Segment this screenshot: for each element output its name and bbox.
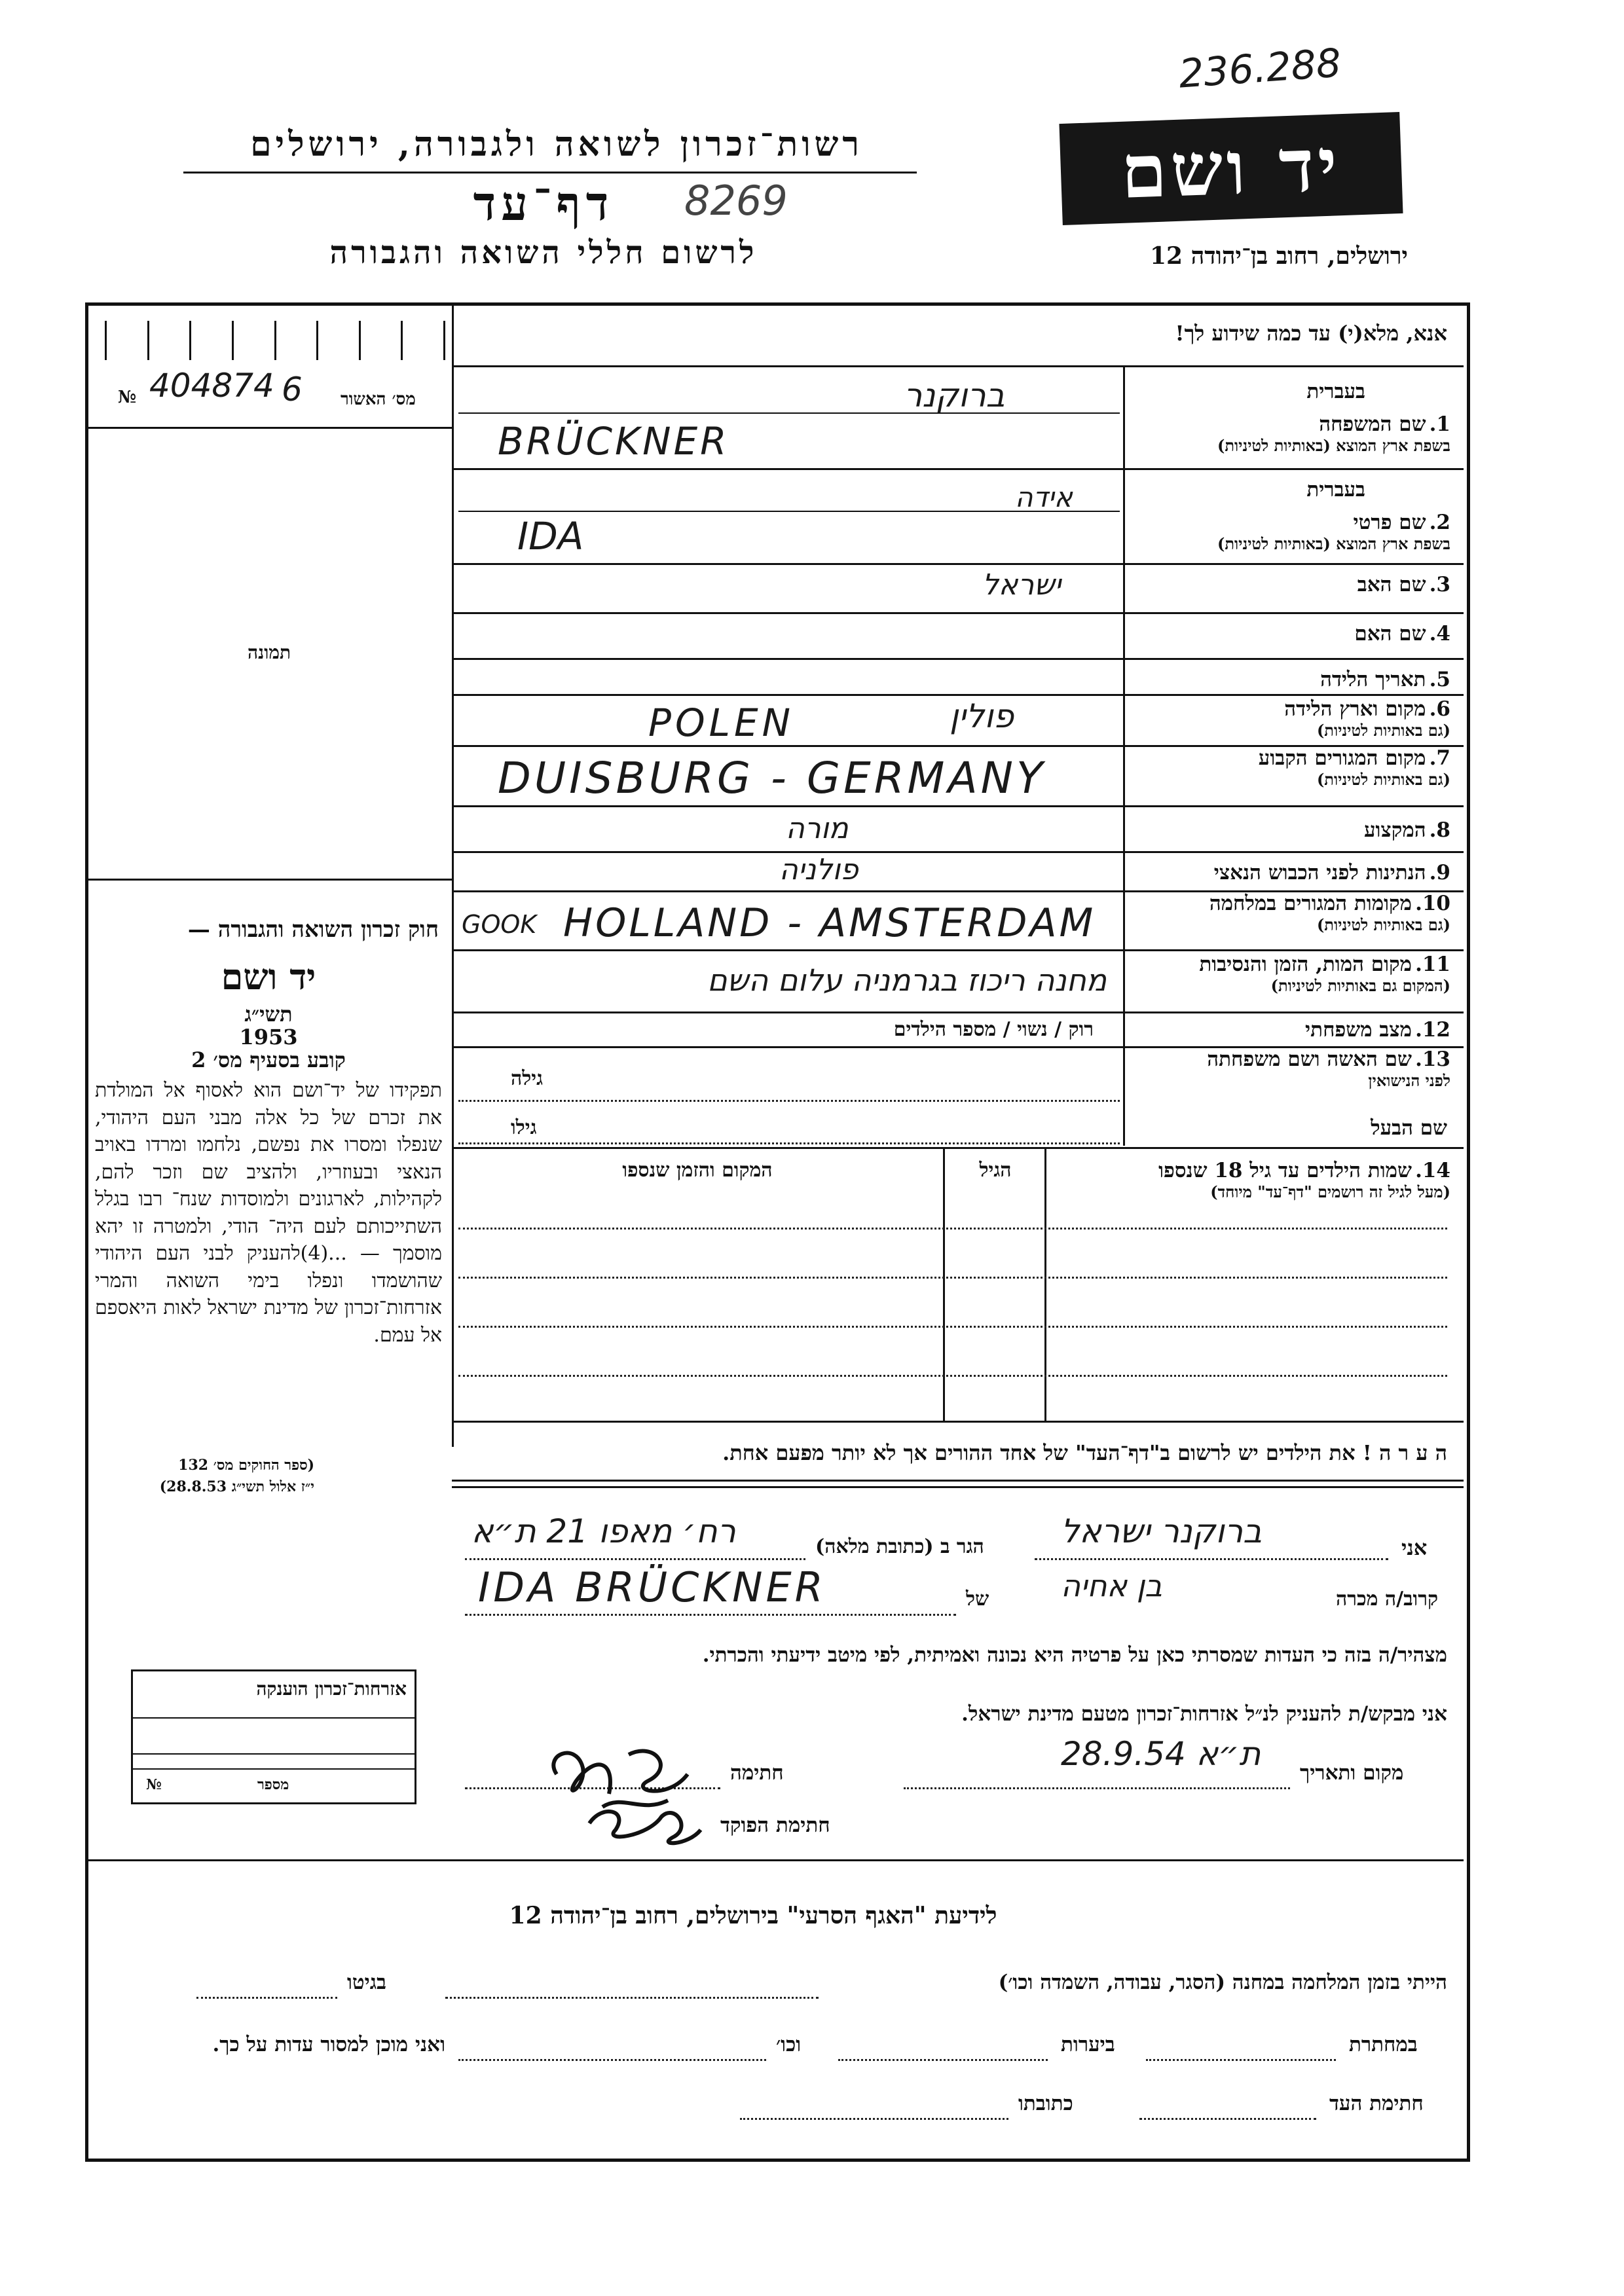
logo — [1059, 112, 1403, 225]
law-name: יד ושם — [221, 956, 316, 998]
field-1-sub: בשפת ארץ המוצא (באותיות לטיניות) — [1217, 436, 1450, 455]
no-label: № — [118, 388, 137, 407]
field-6-value: POLEN — [648, 701, 794, 745]
field-1-heb-tag: בעברית — [1306, 380, 1365, 403]
archive-line2-d: ואני מוכן למסור עדות על כך. — [212, 2033, 445, 2056]
field-8-num: 8. — [1429, 818, 1450, 842]
field-4-line — [452, 658, 1464, 660]
citizenship-line-2 — [133, 1753, 415, 1755]
note-line-2 — [452, 1486, 1464, 1488]
law-year-hebrew: תשי״ג — [244, 1002, 293, 1027]
field-6-value-heb: פולין — [950, 697, 1014, 735]
children-col-div-2 — [943, 1147, 945, 1421]
citizenship-no: № — [146, 1776, 162, 1793]
note-line — [452, 1480, 1464, 1482]
field-10-prefix: GOOK — [462, 910, 537, 939]
decl-name: ברוקנר ישראל — [1061, 1512, 1263, 1550]
left-divider — [452, 306, 454, 1447]
archive-line2-b: ביערות — [1061, 2033, 1115, 2056]
field-3-title: שם האב — [1357, 573, 1426, 596]
children-row-1 — [458, 1228, 1447, 1230]
form-serial: 8269 — [684, 177, 788, 225]
field-5-label — [1130, 668, 1450, 691]
archive-line3-dots-2 — [740, 2118, 1008, 2120]
field-10-label — [1130, 892, 1450, 935]
decl-address: רח׳ מאפו 21 ת״א — [471, 1512, 736, 1550]
note: ה ע ר ה ! את הילדים יש לרשום ב"דף־העד" של אחד ההורים אך לא יותר מפעם אחת. — [722, 1440, 1447, 1465]
field-2-heb-tag: בעברית — [1306, 478, 1365, 501]
field-8-line — [452, 851, 1464, 853]
field-10-title: מקומות המגורים במלחמה — [1209, 892, 1412, 915]
archive-number: 236.288 — [1177, 40, 1343, 98]
archive-line2-c: וכו׳ — [776, 2033, 802, 2056]
field-13-dots — [458, 1100, 1120, 1102]
archive-line2-dots-1 — [1146, 2059, 1336, 2061]
confirmation-prefix: 6 — [282, 371, 303, 409]
law-year: 1953 — [239, 1025, 298, 1049]
archive-top-line — [88, 1859, 1464, 1861]
field-3-value: ישראל — [982, 568, 1061, 602]
citizenship-number-label: מספר — [257, 1776, 289, 1793]
husband-line — [452, 1147, 1464, 1149]
decl-ani: אני — [1401, 1535, 1428, 1560]
children-bottom-line — [452, 1421, 1464, 1423]
law-text: תפקידו של יד־ושם הוא לאסוף אל המולדת את זכרם של כל אלה מבני העם היהודי, שנפלו ומסרו את נפשם, נלחמו ומרדו באויב הנאצי ובעוזריו, ולהציב שם וזכר להם, לקהילות, לארגונים ולמוסדות שנח־ רבו בגלל השתייכותם לעם היה־ הודי, ולמטרה זו יהא מוסמך — ...(4)להעניק לבני העם היהודי שהושמדו ונפלו בימי השואה והמרי אזרחות־זכרון של מדינת ישראל לאות היאספם אל עמם. — [95, 1079, 443, 1347]
field-9-label — [1130, 861, 1450, 884]
tick-boxes — [105, 321, 445, 360]
field-5-line — [452, 694, 1464, 696]
archive-line1-b: בגיטו — [347, 1971, 386, 1994]
field-11-title: מקום המות, הזמן והנסיבות — [1199, 953, 1412, 976]
decl-request: אני מבקש/ת להעניק לנ״ל אזרחות־זכרון מטעם מדינת ישראל. — [961, 1702, 1447, 1726]
field-2-label — [1130, 478, 1450, 554]
decl-name-dots — [1035, 1558, 1388, 1560]
field-12-num: 12. — [1415, 1018, 1450, 1042]
children-col-div-1 — [1044, 1147, 1046, 1421]
field-12-title: מצב משפחתי — [1305, 1018, 1412, 1042]
field-10-line — [452, 949, 1464, 951]
field-13-num: 13. — [1415, 1048, 1450, 1071]
field-11-label — [1130, 953, 1450, 996]
field-11-num: 11. — [1415, 953, 1450, 976]
field-14-title: שמות הילדים עד גיל 18 שנספו — [1158, 1159, 1412, 1182]
field-14-num: 14. — [1415, 1159, 1450, 1182]
field-2-num: 2. — [1429, 511, 1450, 534]
logo-text: יד ושם — [1119, 122, 1343, 215]
field-7-title: מקום המגורים הקבוע — [1258, 746, 1426, 770]
decl-relative-label: קרוב/ה מכרה — [1336, 1588, 1439, 1611]
field-9-title: הנתינות לפני הכבוש הנאצי — [1213, 861, 1426, 884]
label-divider — [1123, 367, 1125, 1146]
archive-line3-dots-1 — [1139, 2118, 1316, 2120]
archive-line3-b: כתובתו — [1018, 2092, 1073, 2115]
decl-place-dots — [904, 1787, 1290, 1789]
field-2-value-heb: אידה — [1015, 481, 1073, 513]
field-1-heb-line — [458, 412, 1120, 414]
archive-line1-a: הייתי בזמן המלחמה במחנה (הסגר, עבודה, השמדה וכו׳) — [998, 1971, 1447, 1994]
law-ref: (ספר החוקים מס׳ 132 — [178, 1457, 314, 1474]
field-1-label — [1130, 380, 1450, 456]
archive-line2-dots-2 — [838, 2059, 1048, 2061]
field-10-sub: (גם באותיות לטיניות) — [1316, 915, 1450, 934]
field-9-num: 9. — [1429, 861, 1450, 884]
decl-signature-label: חתימה — [730, 1761, 784, 1785]
field-1-num: 1. — [1429, 412, 1450, 436]
decl-resident-label: הגר ב (כתובת מלאה) — [815, 1535, 984, 1558]
field-8-label — [1130, 818, 1450, 842]
field-6-label — [1130, 697, 1450, 740]
field-8-title: המקצוע — [1364, 818, 1426, 842]
decl-of-label: של — [966, 1588, 989, 1611]
field-6-sub: (גם באותיות לטיניות) — [1316, 721, 1450, 740]
field-2-title: שם פרטי — [1353, 511, 1426, 534]
org-line: רשות־זכרון לשואה ולגבורה, ירושלים — [250, 124, 863, 164]
field-7-sub: (גם באותיות לטיניות) — [1316, 770, 1450, 789]
field-2-sub: בשפת ארץ המוצא (באותיות לטיניות) — [1217, 534, 1450, 553]
field-9-value: פולניה — [779, 853, 858, 886]
field-7-value: DUISBURG - GERMANY — [498, 753, 1046, 803]
decl-place-date-label: מקום ותאריך — [1300, 1761, 1404, 1785]
field-3-num: 3. — [1429, 573, 1450, 596]
field-14-label — [1048, 1159, 1450, 1202]
field-5-title: תאריך הלידה — [1320, 668, 1426, 691]
field-10-num: 10. — [1415, 892, 1450, 915]
field-1-title: שם המשפחה — [1319, 412, 1426, 436]
children-row-2 — [458, 1277, 1447, 1279]
field-2-heb-line — [458, 511, 1120, 512]
field-13-title: שם האשה ושם משפחתה — [1207, 1048, 1412, 1071]
children-row-3 — [458, 1326, 1447, 1328]
decl-statement: מצהיר/ה בזה כי העדות שמסרתי כאן על פרטיה היא נכונה ואמיתית, לפי מיטב ידיעתי והכרתי. — [702, 1643, 1447, 1667]
field-4-title: שם האם — [1354, 622, 1426, 646]
form-intro: אנא, מלא(י) עד כמה שידוע לך! — [1175, 321, 1447, 346]
decl-of-dots — [465, 1614, 956, 1616]
photo-bottom-line — [88, 879, 452, 881]
field-13-sub: לפני הנישואין — [1368, 1071, 1450, 1090]
field-5-num: 5. — [1429, 668, 1450, 691]
archive-line1-dots-2 — [196, 1997, 337, 1999]
field-11-value: מחנה ריכוז בגרמניה עלום השם — [707, 962, 1107, 998]
archive-title: לידיעת "האגף הסרעי" בירושלים, רחוב בן־יהודה 12 — [509, 1902, 997, 1929]
field-6-num: 6. — [1429, 697, 1450, 721]
decl-place-date-value: ת״א 28.9.54 — [1061, 1735, 1261, 1773]
law-section: קובע בסעיף מס׳ 2 — [191, 1048, 346, 1072]
field-12-value: רוק / נשוי / מספר הילדים — [893, 1018, 1094, 1041]
field-3-label — [1130, 573, 1450, 596]
husband-dots — [458, 1142, 1120, 1144]
field-11-sub: (המקום גם באותיות לטיניות) — [1270, 976, 1450, 995]
officer-signature — [576, 1791, 707, 1853]
intro-line — [452, 365, 1464, 367]
field-7-line — [452, 805, 1464, 807]
field-13-label — [1130, 1048, 1450, 1091]
photo-label: תמונה — [248, 642, 291, 663]
children-col-place: המקום והזמן שנספו — [622, 1159, 773, 1182]
archive-line3-a: חתימת העד — [1329, 2092, 1424, 2115]
confirmation-label: מס׳ האשור — [341, 390, 416, 409]
org-underline — [183, 172, 917, 173]
law-ref-date: י״ז אלול תשי״ג 28.8.53) — [159, 1478, 314, 1495]
field-2-value-lat: IDA — [517, 514, 584, 558]
husband-label: שם הבעל — [1371, 1116, 1447, 1140]
citizenship-box — [131, 1669, 416, 1804]
field-8-value: מורה — [786, 812, 849, 845]
citizenship-box-title: אזרחות־זכרון הוענקה — [256, 1678, 407, 1700]
decl-of-value: IDA BRÜCKNER — [478, 1563, 826, 1611]
field-13-age-tag: גילה — [511, 1067, 544, 1090]
field-7-label — [1130, 746, 1450, 790]
citizenship-line-3 — [133, 1768, 415, 1770]
form-title: דף־עד — [473, 175, 614, 231]
field-7-num: 7. — [1429, 746, 1450, 770]
field-14-sub: (מעל לגיל זה רושמים "דף־עד" מיוחד) — [1210, 1182, 1450, 1201]
children-row-4 — [458, 1375, 1447, 1377]
field-2-line — [452, 563, 1464, 565]
field-1-value-lat: BRÜCKNER — [498, 419, 729, 464]
decl-relation: בן אחיה — [1061, 1568, 1162, 1603]
field-12-label — [1130, 1018, 1450, 1042]
law-title: חוק זכרון השואה והגבורה — — [187, 917, 439, 943]
field-4-num: 4. — [1429, 622, 1450, 646]
field-1-value-heb: ברוקנר — [904, 376, 1005, 414]
field-6-title: מקום וארץ הלידה — [1284, 697, 1426, 721]
archive-line2-dots-3 — [458, 2059, 766, 2061]
field-3-line — [452, 612, 1464, 614]
husband-age-tag: גילו — [511, 1116, 537, 1139]
subtitle: לרשום חללי השואה והגבורה — [329, 234, 758, 271]
decl-address-dots — [465, 1558, 805, 1560]
field-4-label — [1130, 622, 1450, 646]
confirmation-number: 404874 — [149, 367, 274, 405]
archive-line1-dots — [445, 1997, 819, 1999]
children-col-age: הגיל — [979, 1159, 1012, 1182]
decl-officer-label: חתימת הפוקד — [720, 1813, 830, 1837]
archive-line2-a: במחתרת — [1349, 2033, 1418, 2056]
confirmation-line — [88, 427, 452, 429]
address: ירושלים, רחוב בן־יהודה 12 — [1149, 242, 1408, 270]
field-11-line — [452, 1011, 1464, 1013]
field-10-value: HOLLAND - AMSTERDAM — [563, 900, 1096, 946]
field-1-line — [452, 468, 1464, 470]
citizenship-line-1 — [133, 1717, 415, 1719]
